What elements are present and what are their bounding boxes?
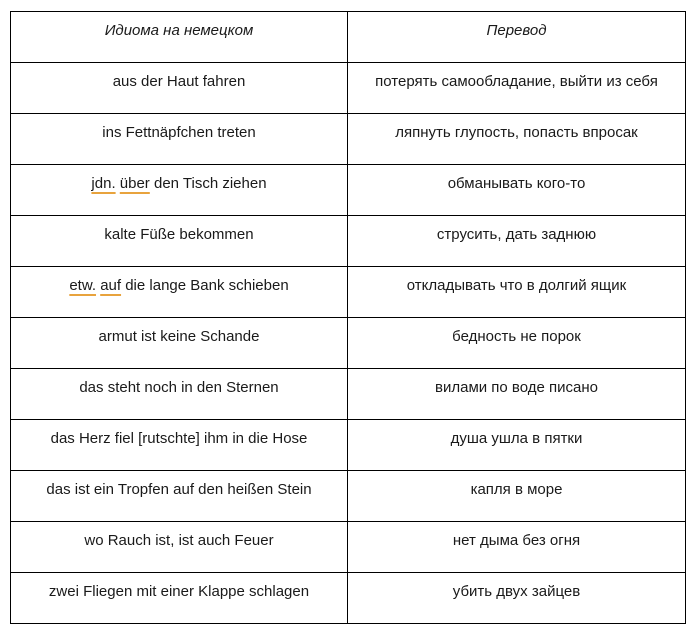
header-row [11,12,686,63]
russian-cell [348,165,686,216]
russian-cell [348,369,686,420]
german-idiom: wo Rauch ist, ist auch Feuer [84,532,274,549]
german-idiom: zwei Fliegen mit einer Klappe schlagen [48,583,310,600]
german-cell [11,522,348,573]
german-cell [11,63,348,114]
table-row [11,522,686,573]
russian-translation: обманывать кого-то [447,175,586,192]
table-row [11,318,686,369]
spellcheck-underlined-word[interactable]: auf [100,277,122,294]
german-cell [11,369,348,420]
german-cell [11,267,348,318]
russian-translation: бедность не порок [452,328,581,345]
header-russian-label: Перевод [486,22,547,39]
german-idiom: kalte Füße bekommen [104,226,254,243]
russian-cell [348,318,686,369]
russian-cell [348,420,686,471]
german-idiom: ins Fettnäpfchen treten [102,124,256,141]
german-idiom: das ist ein Tropfen auf den heißen Stein [46,481,312,498]
russian-translation: душа ушла в пятки [450,430,583,447]
german-cell [11,420,348,471]
german-idiom: aus der Haut fahren [112,73,246,90]
russian-cell [348,573,686,624]
table-row [11,267,686,318]
header-russian [348,12,686,63]
idioms-table [10,11,686,624]
russian-translation: струсить, дать заднюю [436,226,597,243]
russian-translation: откладывать что в долгий ящик [406,277,627,294]
table-row [11,573,686,624]
german-idiom [11,165,347,193]
german-cell [11,165,348,216]
table-row [11,471,686,522]
table-row [11,216,686,267]
german-idiom: das Herz fiel [rutschte] ihm in die Hose [50,430,308,447]
russian-translation: капля в море [470,481,563,498]
german-cell [11,216,348,267]
german-cell [11,573,348,624]
russian-translation: вилами по воде писано [435,379,598,396]
spellcheck-underlined-word[interactable]: etw. [69,277,97,294]
german-cell [11,471,348,522]
spellcheck-underlined-word[interactable]: über [119,175,150,192]
german-idiom [11,267,347,295]
russian-translation: нет дыма без огня [452,532,581,549]
russian-translation: убить двух зайцев [452,583,581,600]
russian-cell [348,114,686,165]
idiom-text: den Tisch ziehen [149,175,267,192]
russian-cell [348,471,686,522]
table-row [11,165,686,216]
german-cell [11,318,348,369]
header-german [11,12,348,63]
table-row [11,63,686,114]
russian-translation: ляпнуть глупость, попасть впросак [395,124,638,141]
russian-cell [348,267,686,318]
german-idiom: armut ist keine Schande [98,328,260,345]
german-cell [11,114,348,165]
table-row [11,369,686,420]
russian-cell [348,63,686,114]
table-row [11,420,686,471]
russian-cell [348,522,686,573]
russian-cell [348,216,686,267]
header-german-label: Идиома на немецком [104,22,254,39]
spellcheck-underlined-word[interactable]: jdn. [91,175,116,192]
idiom-text: die lange Bank schieben [121,277,289,294]
russian-translation: потерять самообладание, выйти из себя [375,73,658,90]
german-idiom: das steht noch in den Sternen [79,379,279,396]
table-row [11,114,686,165]
